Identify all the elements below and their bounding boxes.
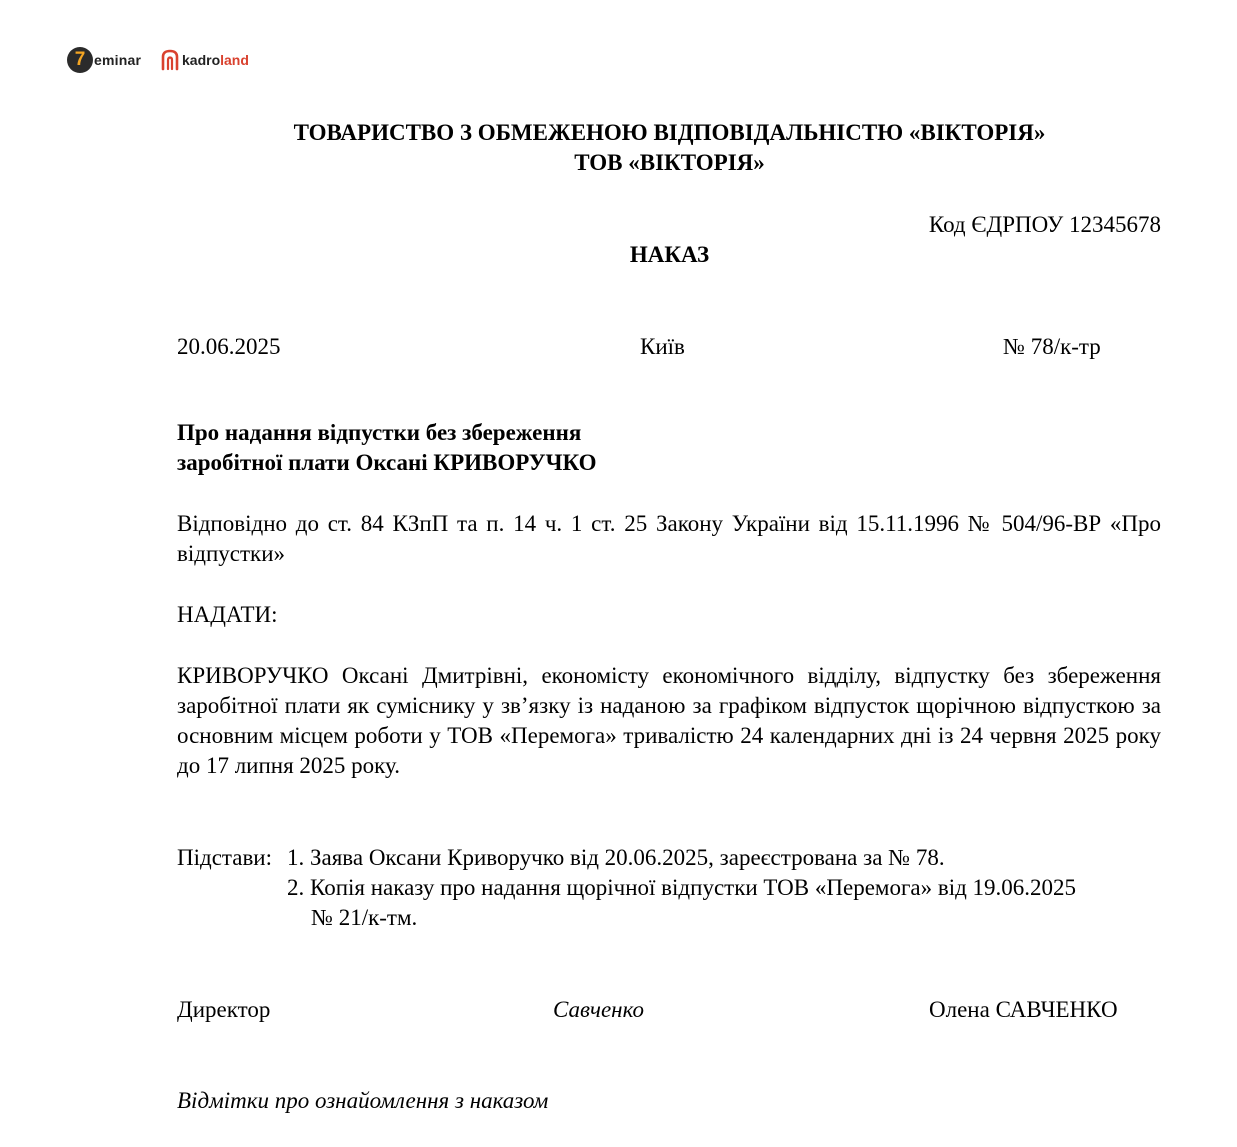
company-short-name: ТОВ «ВІКТОРІЯ» (574, 150, 765, 175)
document-title: НАКАЗ (629, 242, 710, 267)
order-number: № 78/к-тр (1003, 334, 1101, 359)
grounds-item-2: 2. Копія наказу про надання щорічної відпустки ТОВ «Перемога» від 19.06.2025 (287, 875, 1077, 900)
seminar-logo-text: eminar (94, 52, 142, 68)
seminar-logo (67, 46, 141, 74)
kadroland-logo-icon (160, 49, 180, 71)
signatory-name: Олена САВЧЕНКО (929, 997, 1118, 1022)
order-city: Київ (640, 334, 685, 359)
kadroland-logo-text-part1: kadro (182, 52, 221, 68)
acquaintance-note: Відмітки про ознайомлення з наказом (177, 1088, 549, 1113)
grant-heading: НАДАТИ: (177, 602, 278, 627)
legal-basis-paragraph: Відповідно до ст. 84 КЗпП та п. 14 ч. 1 ст. 25 Закону України від 15.11.1996 № 504/96-ВР «Про відпустки» (177, 511, 1161, 566)
signatory-position: Директор (177, 997, 271, 1022)
order-subject-line: Про надання відпустки без збереження (177, 420, 582, 445)
grounds-item-2-continuation: № 21/к-тм. (311, 905, 418, 930)
grounds-item-1: 1. Заява Оксани Криворучко від 20.06.2025, зареєстрована за № 78. (287, 845, 945, 870)
edrpou-code: Код ЄДРПОУ 12345678 (928, 212, 1161, 237)
order-subject-line: заробітної плати Оксані КРИВОРУЧКО (177, 450, 597, 475)
kadroland-logo-text (182, 52, 249, 68)
order-subject (177, 418, 777, 478)
signature: Савченко (553, 997, 644, 1022)
grant-paragraph: КРИВОРУЧКО Оксані Дмитрівні, економісту економічного відділу, відпустку без збереження заробітної плати як суміснику у зв’язку із наданою за графіком відпусток щорічною відпусткою за основним місцем роботи у ТОВ «Перемога» тривалістю 24 календарних дні із 24 червня 2025 року до 17 липня 2025 року. (177, 663, 1161, 778)
company-full-name: ТОВАРИСТВО З ОБМЕЖЕНОЮ ВІДПОВІДАЛЬНІСТЮ «ВІКТОРІЯ» (293, 120, 1046, 145)
kadroland-logo-text-part2: land (220, 52, 249, 68)
grounds-label: Підстави: (177, 845, 273, 870)
order-date: 20.06.2025 (177, 334, 281, 359)
seminar-logo-mark: 7 (67, 47, 93, 73)
kadroland-logo (160, 48, 249, 72)
